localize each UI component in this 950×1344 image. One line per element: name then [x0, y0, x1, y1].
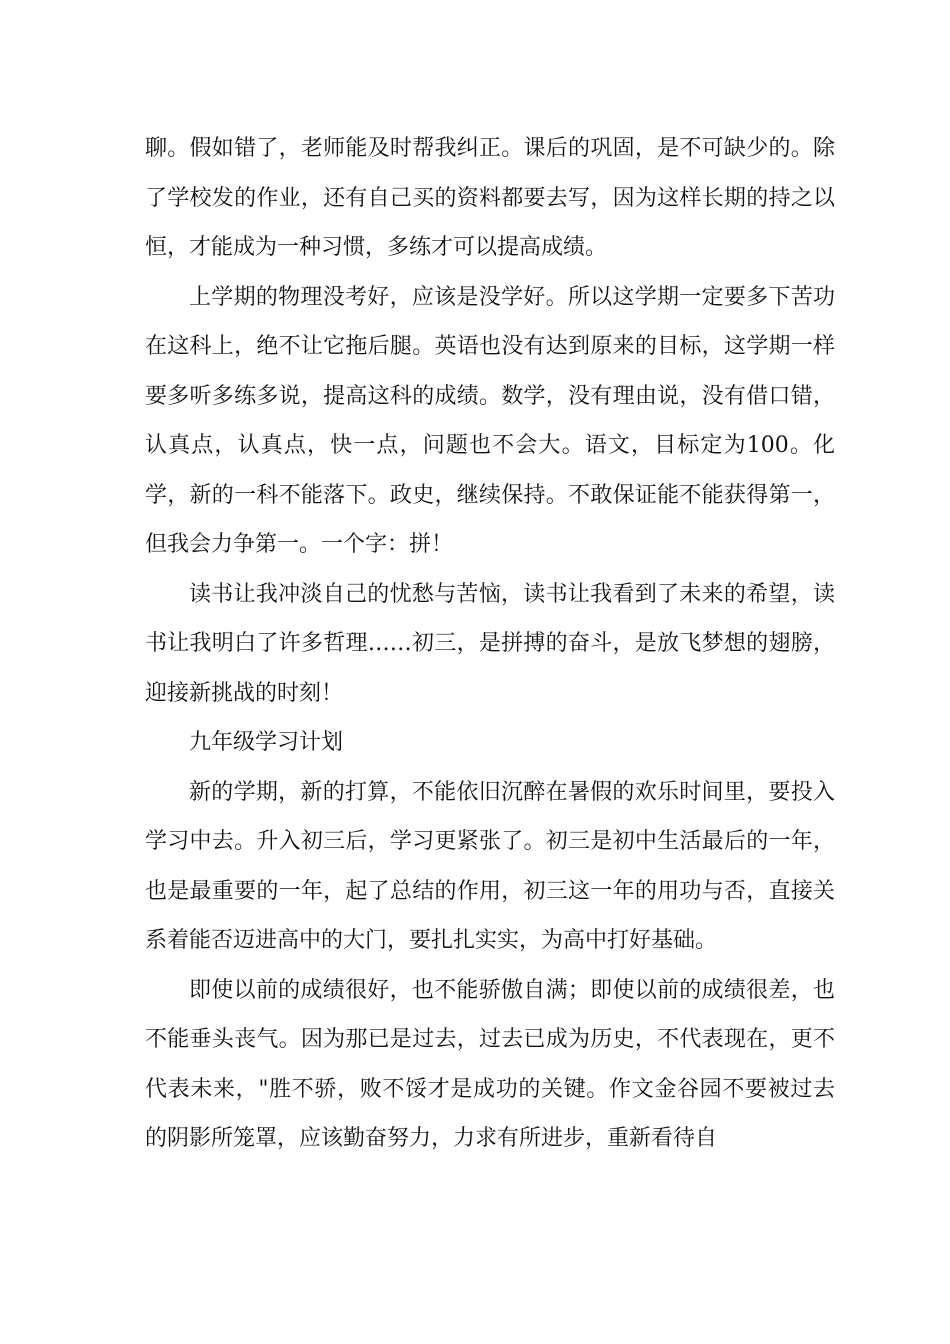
- paragraph-reading: 读书让我冲淡自己的忧愁与苦恼，读书让我看到了未来的希望，读书让我明白了许多哲理……初三，是拼搏的奋斗，是放飞梦想的翅膀，迎接新挑战的时刻！: [145, 581, 835, 706]
- paragraph-attitude: 即使以前的成绩很好，也不能骄傲自满；即使以前的成绩很差，也不能垂头丧气。因为那已是过去，过去已成为历史，不代表现在，更不代表未来，"胜不骄，败不馁才是成功的关键。作文金谷园不要被过去的阴影所笼罩，应该勤奋努力，力求有所进步，重新看待自: [145, 977, 835, 1151]
- paragraph-new-term: 新的学期，新的打算，不能依旧沉醉在暑假的欢乐时间里，要投入学习中去。升入初三后，学习更紧张了。初三是初中生活最后的一年，也是最重要的一年，起了总结的作用，初三这一年的用功与否，直接关系着能否迈进高中的大门，要扎扎实实，为高中打好基础。: [145, 779, 835, 953]
- section-heading: 九年级学习计划: [189, 730, 344, 755]
- paragraph-continued: 聊。假如错了，老师能及时帮我纠正。课后的巩固，是不可缺少的。除了学校发的作业，还有自己买的资料都要去写，因为这样长期的持之以恒，才能成为一种习惯，多练才可以提高成绩。: [145, 136, 835, 260]
- paragraph-subject-goals: 上学期的物理没考好，应该是没学好。所以这学期一定要多下苦功在这科上，绝不让它拖后腿。英语也没有达到原来的目标，这学期一样要多听多练多说，提高这科的成绩。数学，没有理由说，没有借口错，认真点，认真点，快一点，问题也不会大。语文，目标定为100。化学，新的一科不能落下。政史，继续保持。不敢保证能不能获得第一，但我会力争第一。一个字：拼！: [145, 284, 835, 557]
- document-body: [145, 124, 835, 1164]
